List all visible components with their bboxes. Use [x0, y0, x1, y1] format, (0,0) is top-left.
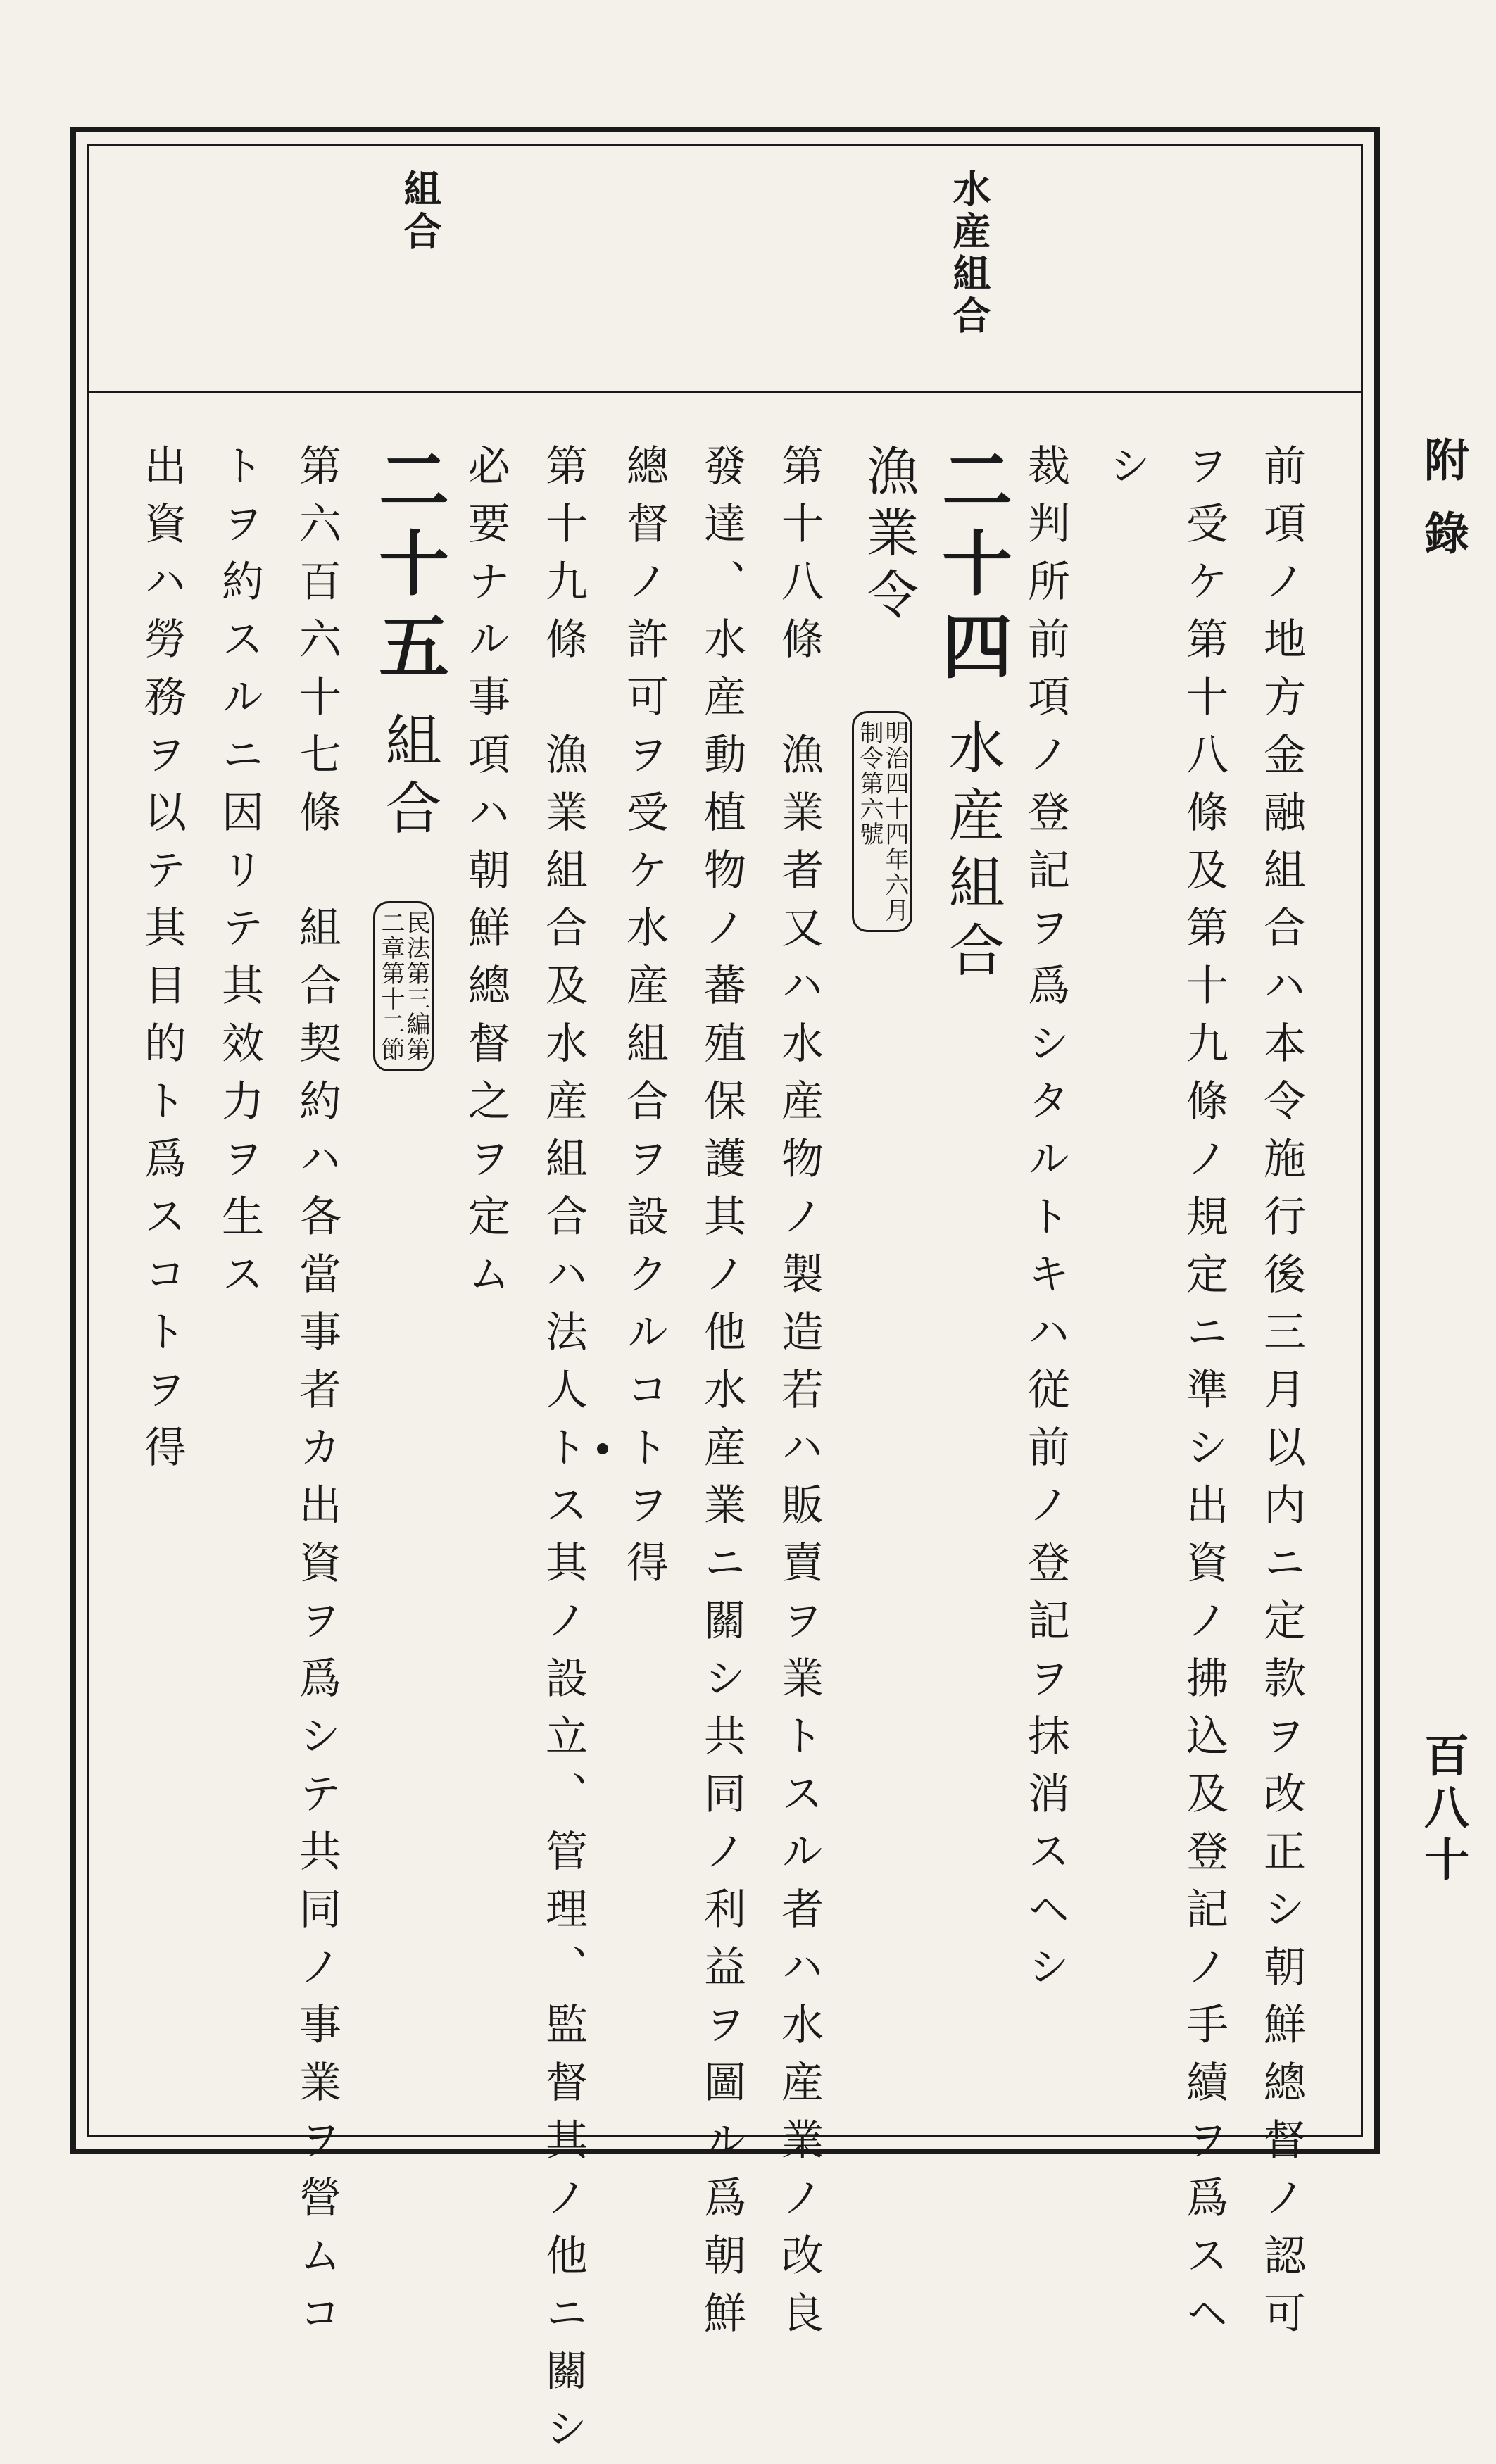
text-column: 發達、水産動植物ノ蕃殖保護其ノ他水産業ニ關シ共同ノ利益ヲ圖ル爲朝鮮: [697, 444, 746, 2349]
text-column: ヲ受ケ第十八條及第十九條ノ規定ニ準シ出資ノ拂込及登記ノ手續ヲ爲スヘ: [1179, 444, 1228, 2349]
citation-line: 明治四十四年六月: [881, 720, 909, 923]
article-667: 第六百六十七條 組合契約ハ各當事者カ出資ヲ爲シテ共同ノ事業ヲ營ムコ: [292, 444, 341, 2349]
article-19: 第十九條 漁業組合及水産組合ハ法人トス其ノ設立、管理、監督其ノ他ニ關シ: [539, 444, 588, 2464]
section-25-title: 組合: [376, 711, 441, 846]
running-header-right: 水産組合: [947, 169, 992, 338]
appendix-label: 附錄: [1416, 436, 1469, 583]
law-citation: [852, 711, 912, 932]
text-column: シ: [1102, 444, 1151, 501]
text-column: トヲ約スルニ因リテ其效力ヲ生ス: [215, 444, 264, 1309]
header-divider: [87, 391, 1363, 393]
print-speck: [597, 1443, 608, 1454]
text-column: 前項ノ地方金融組合ハ本令施行後三月以内ニ定款ヲ改正シ朝鮮總督ノ認可: [1257, 444, 1306, 2349]
citation-line: 民法第三編第: [402, 910, 430, 1062]
text-column: 裁判所前項ノ登記ヲ爲シタルトキハ従前ノ登記ヲ抹消スヘシ: [1021, 444, 1070, 2002]
citation-line: 二章第十二節: [377, 910, 405, 1062]
section-24-number: 二十四: [930, 444, 1013, 693]
text-column: 出資ハ勞務ヲ以テ其目的ト爲スコトヲ得: [137, 444, 187, 1483]
text-column: 總督ノ許可ヲ受ケ水産組合ヲ設クルコトヲ得: [620, 444, 669, 1598]
law-title: 漁業令: [858, 444, 919, 629]
citation-line: 制令第六號: [855, 720, 884, 847]
section-25-number: 二十五: [367, 444, 450, 693]
running-header-left: 組合: [398, 169, 443, 253]
page-number: 百八十: [1416, 1732, 1469, 1888]
article-18: 第十八條 漁業者又ハ水産物ノ製造若ハ販賣ヲ業トスル者ハ水産業ノ改良: [774, 444, 824, 2349]
civil-code-citation: [373, 901, 434, 1071]
text-column: 必要ナル事項ハ朝鮮總督之ヲ定ム: [461, 444, 510, 1309]
section-24-title: 水産組合: [939, 718, 1005, 988]
